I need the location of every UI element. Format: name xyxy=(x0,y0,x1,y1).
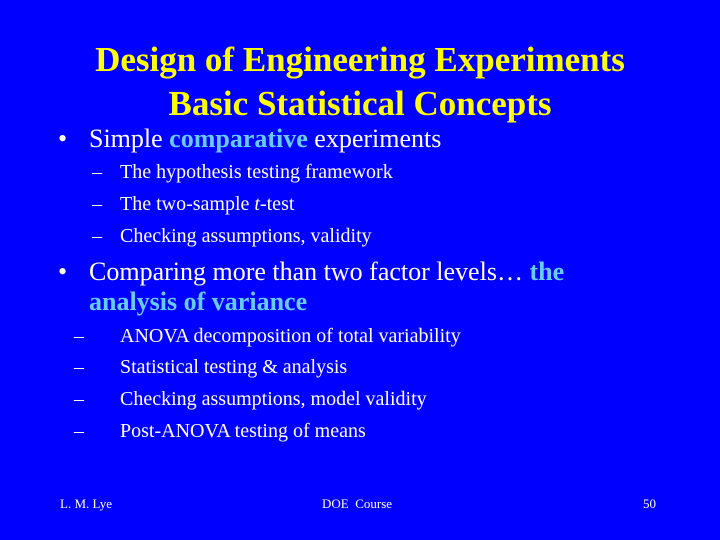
bullet-text-post: experiments xyxy=(307,124,442,153)
bullet-text-highlight: comparative xyxy=(169,124,308,153)
bullet-text-line-1 xyxy=(89,256,564,287)
subitem-text: Post-ANOVA testing of means xyxy=(120,420,366,442)
bullet-text-pre: Comparing more than two factor levels… xyxy=(89,257,530,286)
subitem-text xyxy=(120,188,294,220)
subitem-text-post: -test xyxy=(259,193,295,215)
title-line-1: Design of Engineering Experiments xyxy=(95,40,625,79)
subitem-text: ANOVA decomposition of total variability xyxy=(120,325,461,347)
subitem-text: Statistical testing & analysis xyxy=(120,356,348,378)
bullet-text xyxy=(89,123,441,154)
bullet-text-pre: Simple xyxy=(89,124,170,153)
bullet-simple-comparative xyxy=(58,123,678,155)
slide-title xyxy=(0,38,720,126)
subitem-text-pre: The two-sample xyxy=(120,193,255,215)
subitem-dash: – xyxy=(74,388,84,410)
bullet-marker: • xyxy=(58,257,68,286)
subitem-dash: – xyxy=(74,420,84,442)
subitem-dash: – xyxy=(92,193,102,215)
subitem-text: Checking assumptions, model validity xyxy=(120,388,427,410)
footer-author: L. M. Lye xyxy=(60,496,112,511)
bullet-text-highlight: the xyxy=(529,257,565,286)
bullet-comparing-factor-levels xyxy=(58,256,678,320)
subitem-dash: – xyxy=(74,325,84,347)
subitem-dash: – xyxy=(92,225,102,247)
subitem-text-italic: t xyxy=(254,193,260,215)
bullet-marker: • xyxy=(58,124,68,153)
title-line-2: Basic Statistical Concepts xyxy=(168,84,552,123)
subitem-text: Checking assumptions, validity xyxy=(120,225,372,247)
bullet-text-line-2: analysis of variance xyxy=(89,287,308,316)
footer-course: DOE Course xyxy=(322,496,393,511)
subitem-text: The hypothesis testing framework xyxy=(120,161,393,183)
subitem-dash: – xyxy=(74,356,84,378)
subitem-dash: – xyxy=(92,161,102,183)
footer-page-number: 50 xyxy=(643,496,656,511)
